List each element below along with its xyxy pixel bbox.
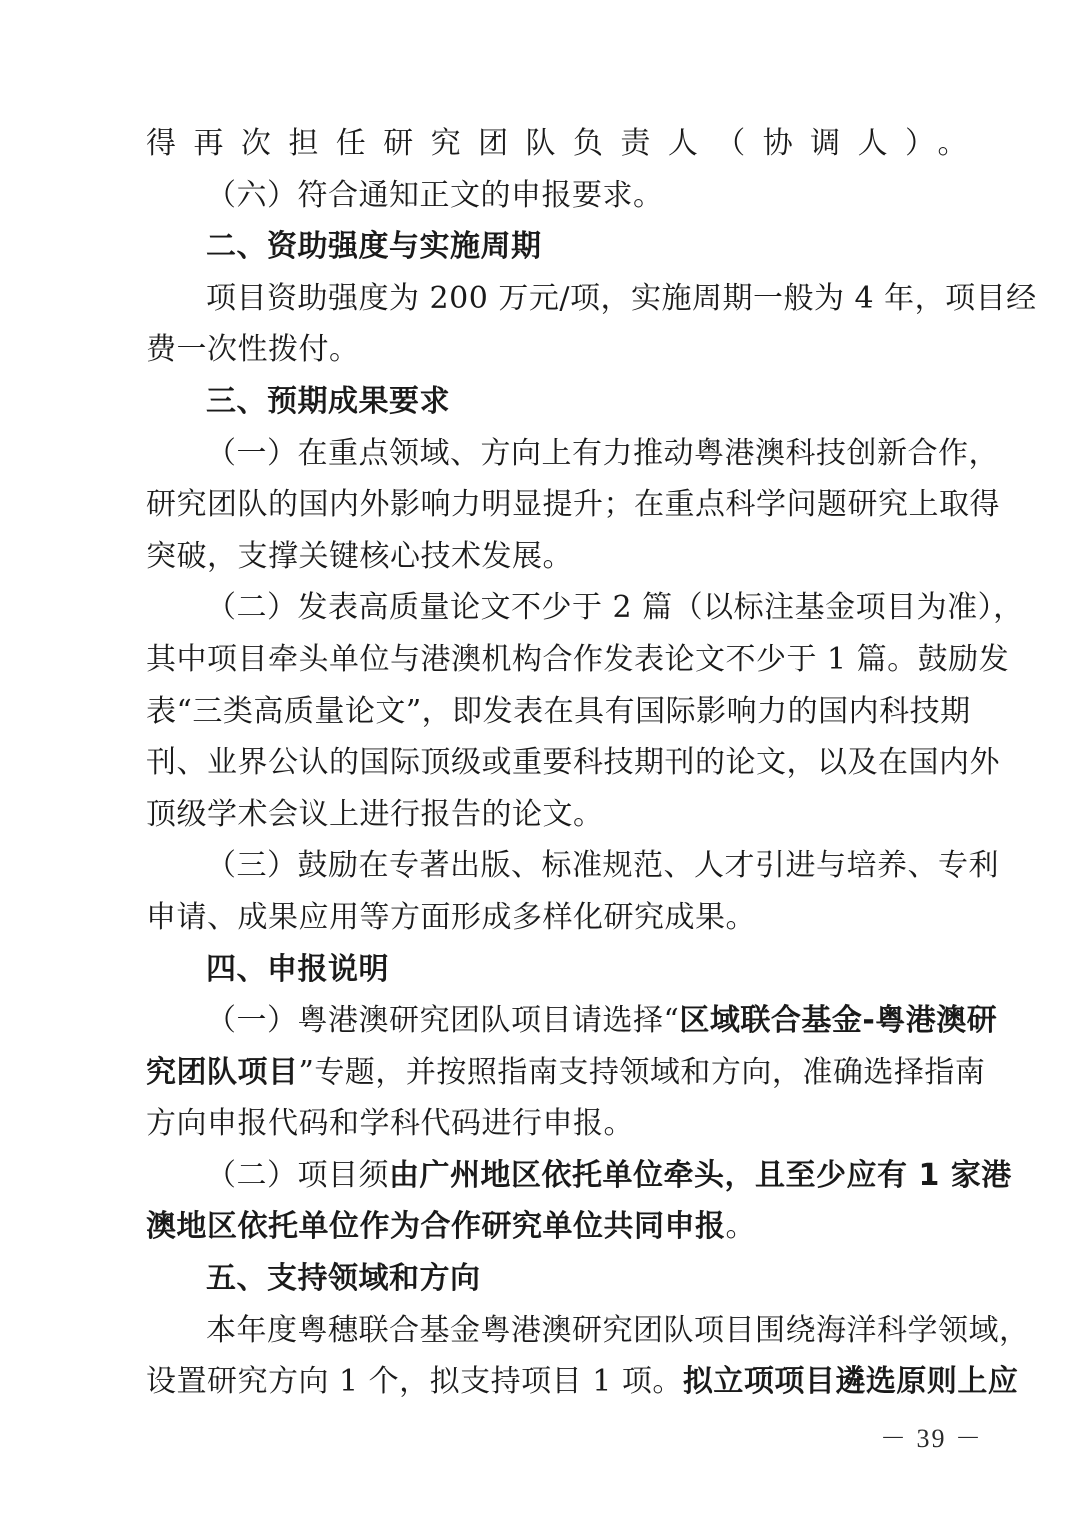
paragraph-line: [146, 1150, 1012, 1202]
paragraph-line: 申请、成果应用等方面形成多样化研究成果。: [146, 899, 756, 935]
paragraph-line: [146, 995, 998, 1047]
paragraph-line: （二）发表高质量论文不少于 2 篇（以标注基金项目为准），: [206, 590, 1024, 626]
paragraph-line: （六）符合通知正文的申报要求。: [206, 177, 664, 213]
section-heading-outcomes: 三、预期成果要求: [206, 383, 450, 419]
bold-text-run: 究团队项目: [146, 1054, 299, 1090]
paragraph-line: 本年度粤穗联合基金粤港澳研究团队项目围绕海洋科学领域，: [206, 1312, 1030, 1348]
text-run: 设置研究方向 1 个，拟支持项目 1 项。: [146, 1364, 683, 1400]
paragraph-line: 其中项目牵头单位与港澳机构合作发表论文不少于 1 篇。鼓励发: [146, 641, 1010, 677]
page-number: － 39 －: [880, 1424, 984, 1453]
paragraph-line: [146, 1356, 1019, 1408]
paragraph-line: 刊、业界公认的国际顶级或重要科技期刊的论文，以及在国内外: [146, 745, 1000, 781]
section-heading-areas: 五、支持领域和方向: [206, 1261, 481, 1297]
section-heading-application: 四、申报说明: [206, 951, 389, 987]
paragraph-line: 顶级学术会议上进行报告的论文。: [146, 796, 604, 832]
text-run: （二）项目须: [206, 1157, 389, 1193]
bold-text-run: 澳地区依托单位作为合作研究单位共同申报: [146, 1209, 726, 1245]
text-run: ”专题，并按照指南支持领域和方向，准确选择指南: [298, 1054, 986, 1090]
paragraph-line: 表“三类高质量论文”，即发表在具有国际影响力的国内科技期: [146, 693, 971, 729]
paragraph-line: 方向申报代码和学科代码进行申报。: [146, 1106, 634, 1142]
bold-text-run: 由广州地区依托单位牵头，且至少应有 1 家港: [389, 1157, 1012, 1193]
paragraph-line: 研究团队的国内外影响力明显提升；在重点科学问题研究上取得: [146, 487, 1000, 523]
paragraph-line: （一）在重点领域、方向上有力推动粤港澳科技创新合作，: [206, 435, 999, 471]
paragraph-line: 得再次担任研究团队负责人（协调人）。: [146, 126, 968, 161]
paragraph-line: 项目资助强度为 200 万元/项，实施周期一般为 4 年，项目经: [206, 280, 1037, 316]
section-heading-funding: 二、资助强度与实施周期: [206, 229, 542, 265]
paragraph-line: 费一次性拨付。: [146, 332, 360, 368]
bold-text-run: 拟立项项目遴选原则上应: [682, 1364, 1019, 1400]
paragraph-line: [146, 1201, 968, 1253]
paragraph-line: [146, 1047, 986, 1099]
bold-text-run: 区域联合基金-粤港澳研: [679, 1003, 998, 1039]
text-run: 。: [725, 1209, 756, 1245]
document-body: [146, 118, 1037, 1408]
paragraph-line: （三）鼓励在专著出版、标准规范、人才引进与培养、专利: [206, 848, 999, 884]
paragraph-line: 突破，支撑关键核心技术发展。: [146, 538, 573, 574]
text-run: （一）粤港澳研究团队项目请选择“: [206, 1003, 680, 1039]
